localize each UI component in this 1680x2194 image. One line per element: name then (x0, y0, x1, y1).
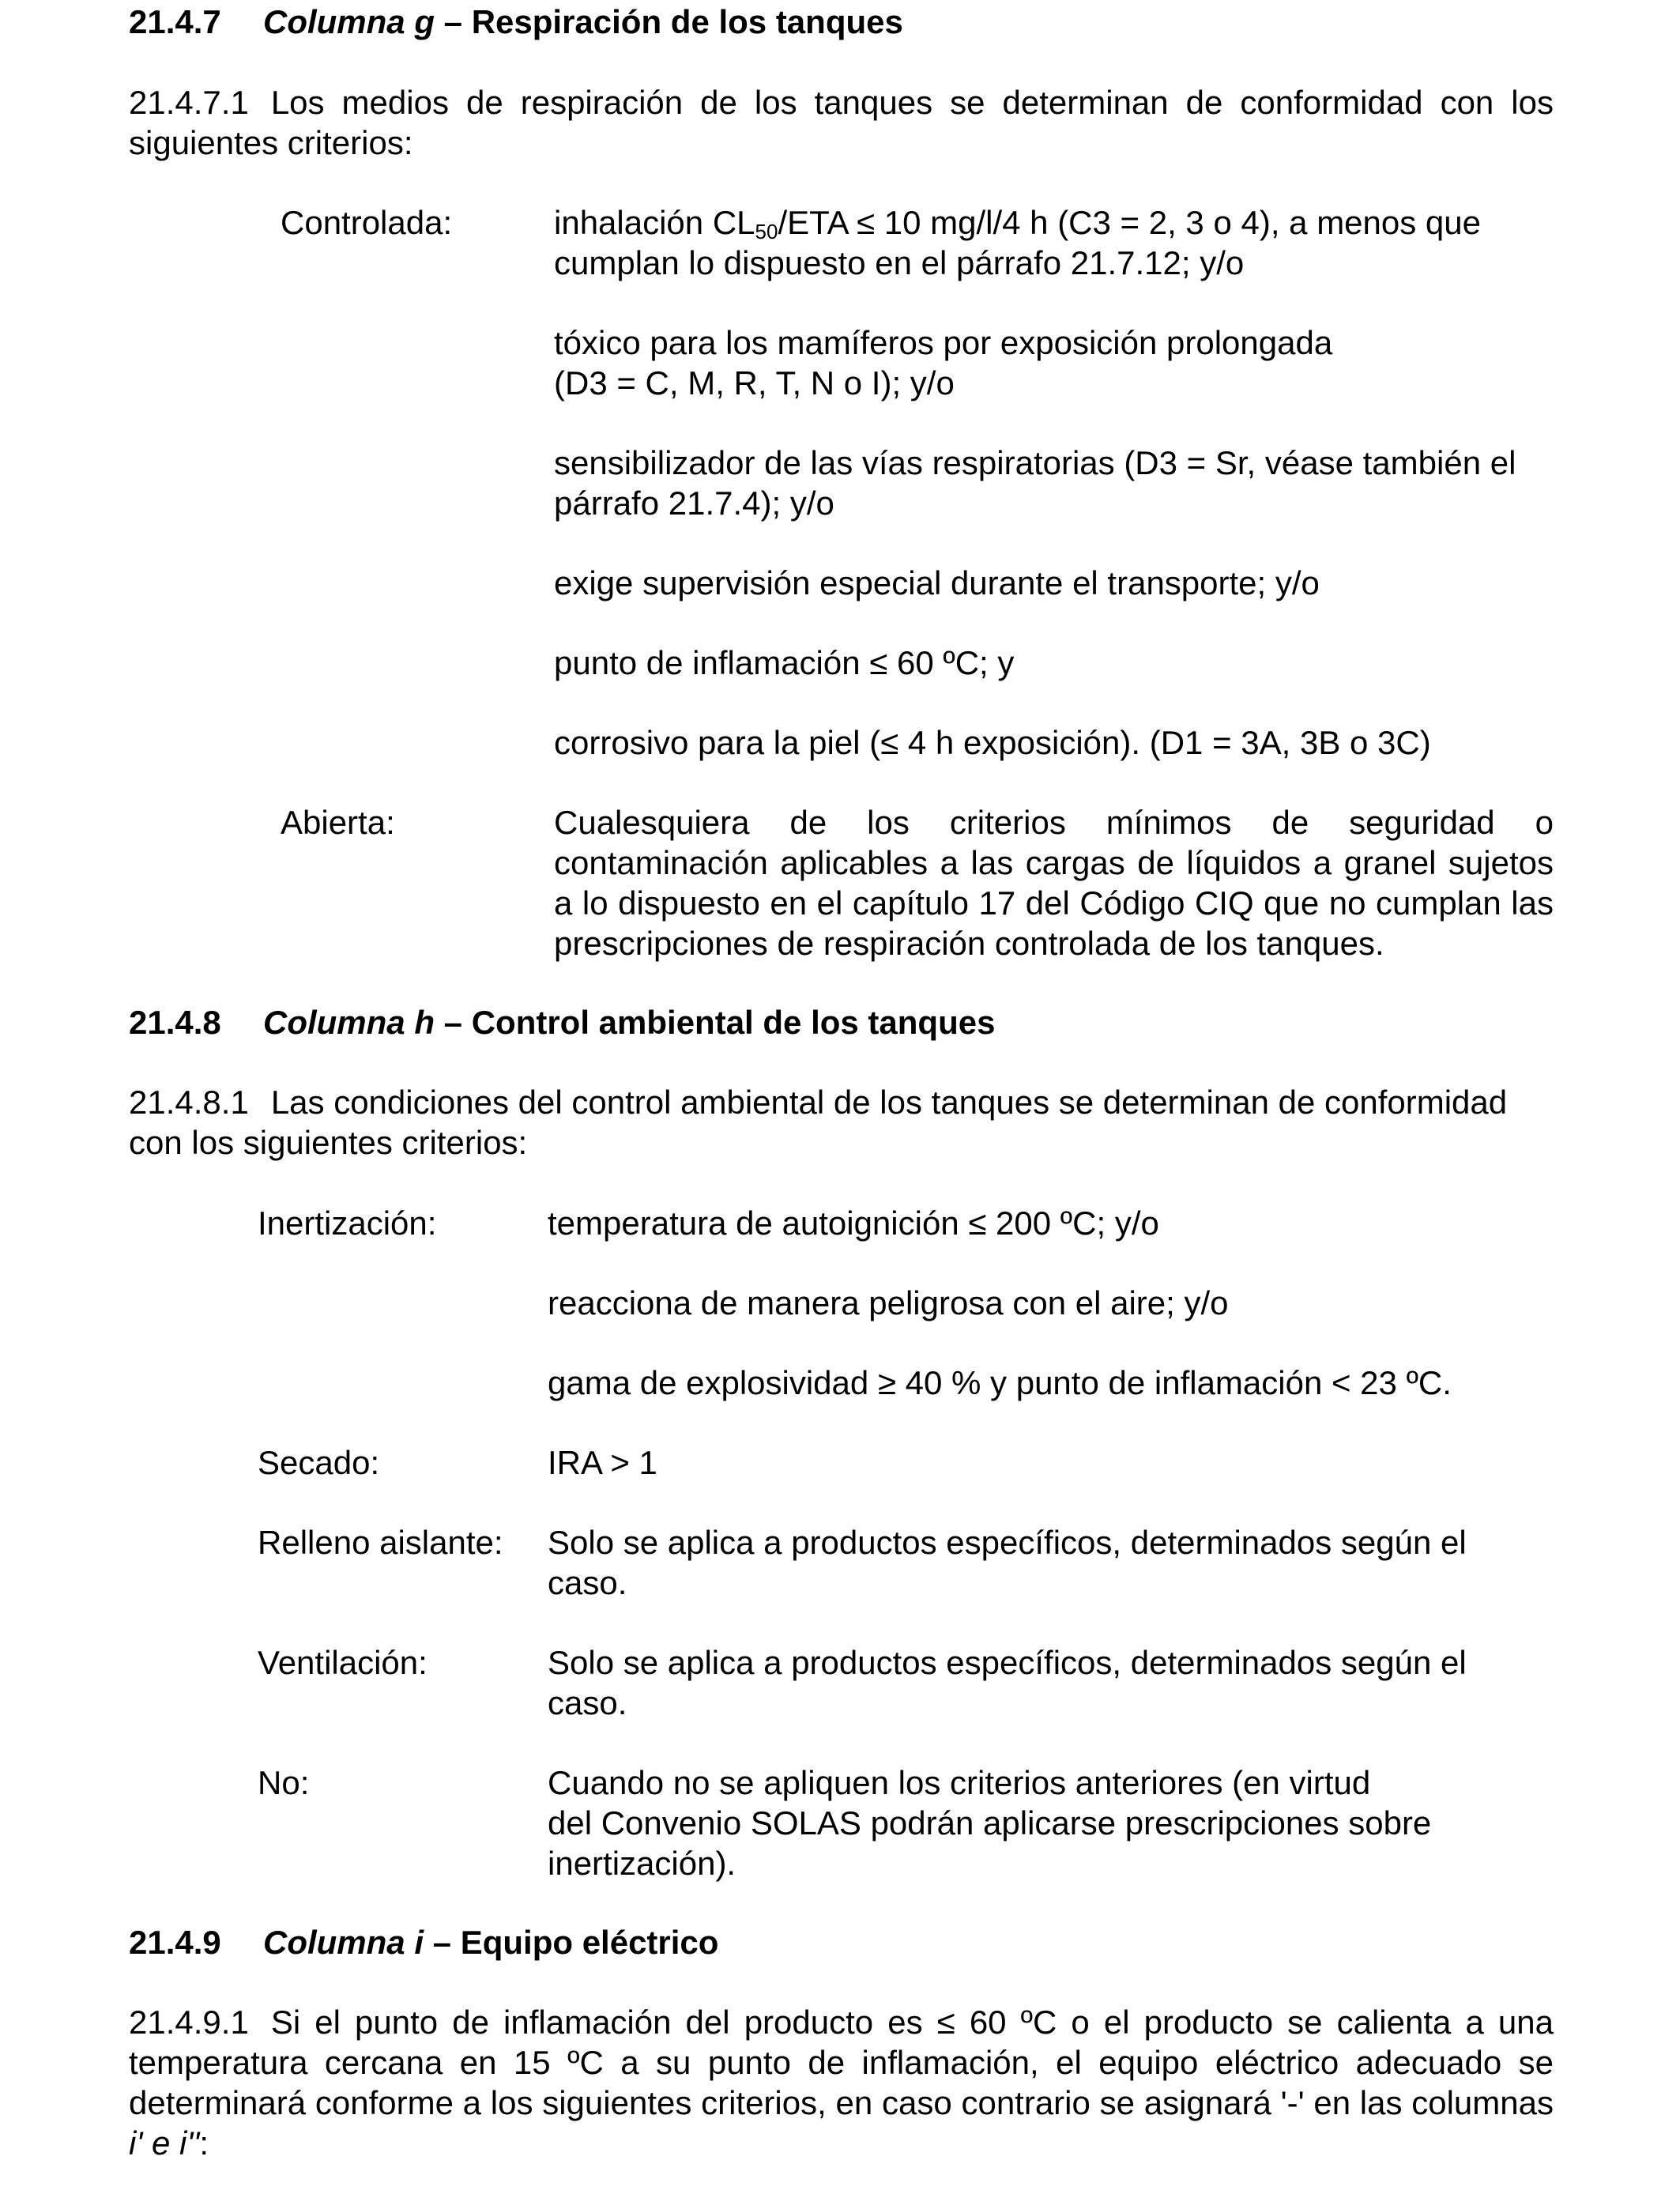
label-inertizacion: Inertización: (258, 1204, 437, 1242)
label-controlada: Controlada: (281, 204, 453, 241)
label-relleno-aislante: Relleno aislante: (258, 1524, 503, 1561)
criterion-text: inhalación CL (554, 204, 755, 241)
criterion-inhalacion (554, 202, 1534, 283)
section-heading-21-4-8 (129, 1002, 995, 1042)
section-heading-21-4-9 (129, 1922, 718, 1962)
criterion-supervision: exige supervisión especial durante el transporte; y/o (554, 564, 1320, 601)
criterion-text: /ETA ≤ 10 mg/l/4 h (C3 = 2, 3 o 4), a menos que cumplan lo dispuesto en el párrafo 21.7.12; y/o (554, 204, 1482, 281)
label-secado: Secado: (258, 1444, 380, 1481)
paragraph-21-4-7-1 (129, 82, 1554, 163)
column-name: Columna i (263, 1924, 424, 1961)
section-number: 21.4.7 (129, 3, 221, 40)
section-number: 21.4.8 (129, 1004, 221, 1041)
criterion-secado: IRA > 1 (548, 1444, 657, 1481)
label-ventilacion: Ventilación: (258, 1644, 428, 1681)
heading-dash: – (435, 1004, 472, 1041)
paragraph-end: : (199, 2124, 209, 2162)
column-name: Columna h (263, 1004, 435, 1041)
section-title: Control ambiental de los tanques (471, 1004, 996, 1041)
column-name: Columna g (263, 3, 435, 40)
criterion-toxico (554, 322, 1554, 403)
label-abierta: Abierta: (281, 804, 395, 841)
paragraph-text: Los medios de respiración de los tanques se determinan de conformidad con los siguientes criterios: (129, 84, 1554, 161)
section-title: Equipo eléctrico (460, 1924, 719, 1961)
criterion-punto-inflamacion: punto de inflamación ≤ 60 ºC; y (554, 644, 1015, 681)
paragraph-number: 21.4.9.1 (129, 2004, 249, 2041)
columns-italic: i' e i'' (129, 2124, 200, 2162)
criterion-ventilacion: Solo se aplica a productos específicos, determinados según el caso. (548, 1644, 1467, 1721)
criterion-corrosivo: corrosivo para la piel (≤ 4 h exposición). (D1 = 3A, 3B o 3C) (554, 724, 1431, 761)
criterion-line: tóxico para los mamíferos por exposición prolongada (554, 324, 1333, 361)
paragraph-21-4-9-1 (129, 2002, 1554, 2163)
criterion-autoignicion: temperatura de autoignición ≤ 200 ºC; y/o (548, 1204, 1159, 1242)
criterion-relleno: Solo se aplica a productos específicos, determinados según el caso. (548, 1524, 1467, 1601)
subscript: 50 (755, 220, 778, 243)
label-no: No: (258, 1764, 310, 1801)
paragraph-text: Si el punto de inflamación del producto es ≤ 60 ºC o el producto se calienta a una temperatura cercana en 15 ºC a su punto de inflamación, el equipo eléctrico adecuado se determinará conforme a los siguientes criterios, en caso contrario se asignará '-' en las columnas (129, 2004, 1554, 2121)
criterion-line: (D3 = C, M, R, T, N o I); y/o (554, 364, 955, 401)
criterion-sensibilizador: sensibilizador de las vías respiratorias (D3 = Sr, véase también el párrafo 21.7.4); y/o (554, 444, 1516, 522)
heading-dash: – (435, 3, 472, 40)
paragraph-number: 21.4.7.1 (129, 84, 249, 121)
criterion-line: Cuando no se apliquen los criterios anteriores (en virtud (548, 1764, 1371, 1801)
paragraph-text: Las condiciones del control ambiental de los tanques se determinan de conformidad con los siguientes criterios: (129, 1084, 1508, 1161)
heading-dash: – (424, 1924, 461, 1961)
paragraph-number: 21.4.8.1 (129, 1084, 249, 1121)
criterion-reacciona: reacciona de manera peligrosa con el aire; y/o (548, 1284, 1229, 1321)
criterion-explosividad: gama de explosividad ≥ 40 % y punto de inflamación < 23 ºC. (548, 1364, 1452, 1401)
section-number: 21.4.9 (129, 1924, 221, 1961)
criterion-line: del Convenio SOLAS podrán aplicarse prescripciones sobre inertización). (548, 1804, 1432, 1882)
section-heading-21-4-7 (129, 2, 903, 42)
criterion-no (548, 1762, 1456, 1883)
paragraph-21-4-8-1 (129, 1082, 1554, 1163)
section-title: Respiración de los tanques (471, 3, 903, 40)
criterion-abierta: Cualesquiera de los criterios mínimos de seguridad o contaminación aplicables a las cargas de líquidos a granel sujetos a lo dispuesto en el capítulo 17 del Código CIQ que no cumplan las prescripciones de respiración controlada de los tanques. (554, 804, 1554, 962)
